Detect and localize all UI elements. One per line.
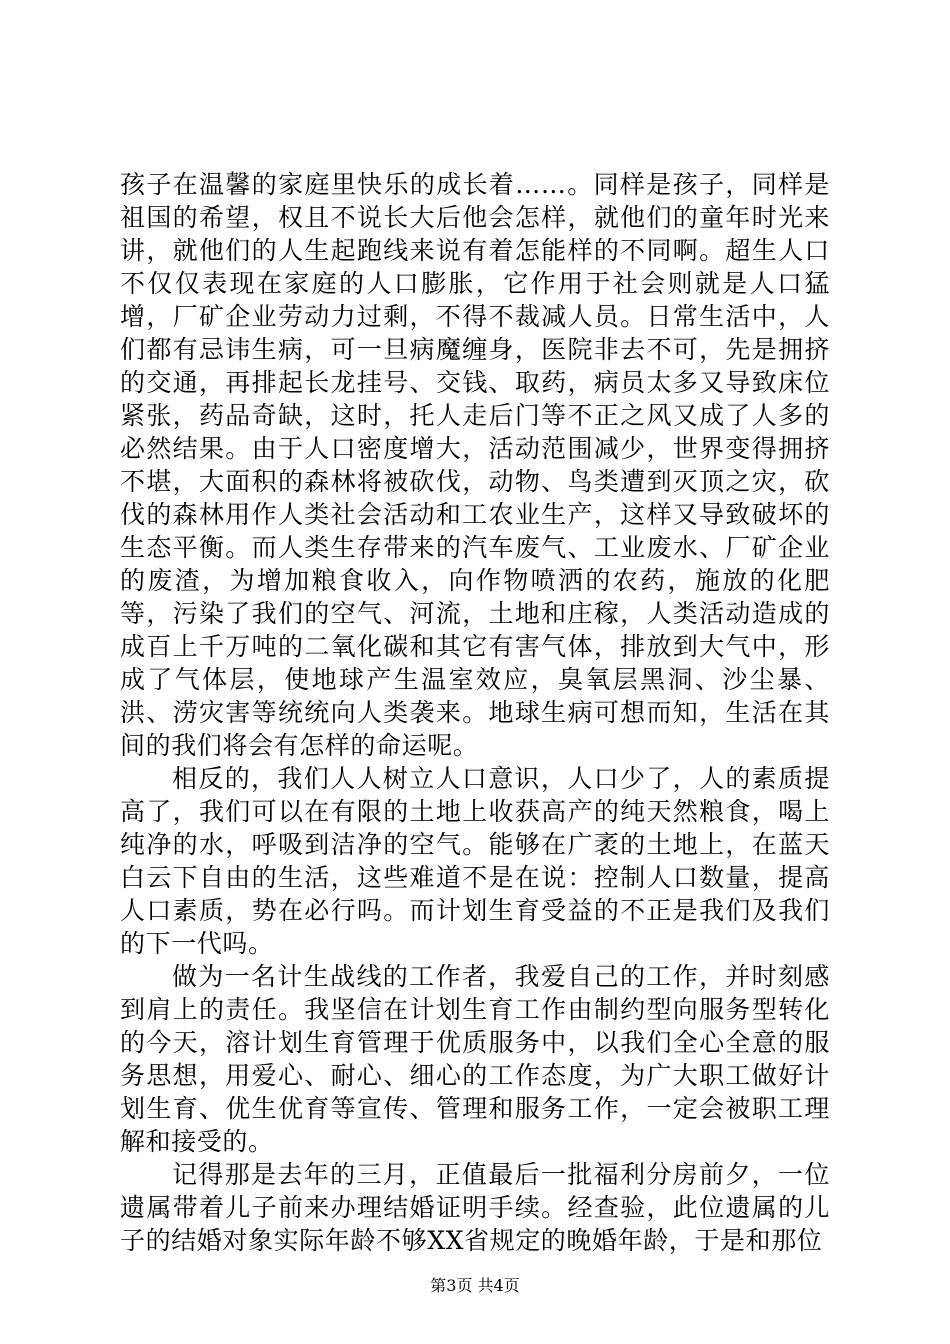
page-number-footer: 第3页 共4页: [430, 1276, 520, 1295]
paragraph-2: 相反的，我们人人树立人口意识，人口少了，人的素质提高了，我们可以在有限的土地上收获高产的纯天然粮食，喝上纯净的水，呼吸到洁净的空气。能够在广袤的土地上，在蓝天白云下自由的生活，这些难道不是在说：控制人口数量，提高人口素质，势在必行吗。而计划生育受益的不正是我们及我们的下一代吗。: [120, 764, 830, 958]
body-text: [120, 168, 830, 1257]
paragraph-4: 记得那是去年的三月，正值最后一批福利分房前夕，一位遗属带着儿子前来办理结婚证明手续。经查验，此位遗属的儿子的结婚对象实际年龄不够XX省规定的晚婚年龄，于是和那位: [120, 1160, 830, 1255]
paragraph-3: 做为一名计生战线的工作者，我爱自己的工作，并时刻感到肩上的责任。我坚信在计划生育工作由制约型向服务型转化的今天，溶计划生育管理于优质服务中，以我们全心全意的服务思想，用爱心、耐心、细心的工作态度，为广大职工做好计划生育、优生优育等宣传、管理和服务工作，一定会被职工理解和接受的。: [120, 962, 830, 1156]
paragraph-1: 孩子在温馨的家庭里快乐的成长着……。同样是孩子，同样是祖国的希望，权且不说长大后他会怎样，就他们的童年时光来讲，就他们的人生起跑线来说有着怎能样的不同啊。超生人口不仅仅表现在家庭的人口膨胀，它作用于社会则就是人口猛增，厂矿企业劳动力过剩，不得不裁减人员。日常生活中，人们都有忌讳生病，可一旦病魔缠身，医院非去不可，先是拥挤的交通，再排起长龙挂号、交钱、取药，病员太多又导致床位紧张，药品奇缺，这时，托人走后门等不正之风又成了人多的必然结果。由于人口密度增大，活动范围减少，世界变得拥挤不堪，大面积的森林将被砍伐，动物、鸟类遭到灭顶之灾，砍伐的森林用作人类社会活动和工农业生产，这样又导致破坏的生态平衡。而人类生存带来的汽车废气、工业废水、厂矿企业的废渣，为增加粮食收入，向作物喷洒的农药，施放的化肥等，污染了我们的空气、河流，土地和庄稼，人类活动造成的成百上千万吨的二氧化碳和其它有害气体，排放到大气中，形成了气体层，使地球产生温室效应，臭氧层黑洞、沙尘暴、洪、涝灾害等统统向人类袭来。地球生病可想而知，生活在其间的我们将会有怎样的命运呢。: [120, 170, 830, 760]
